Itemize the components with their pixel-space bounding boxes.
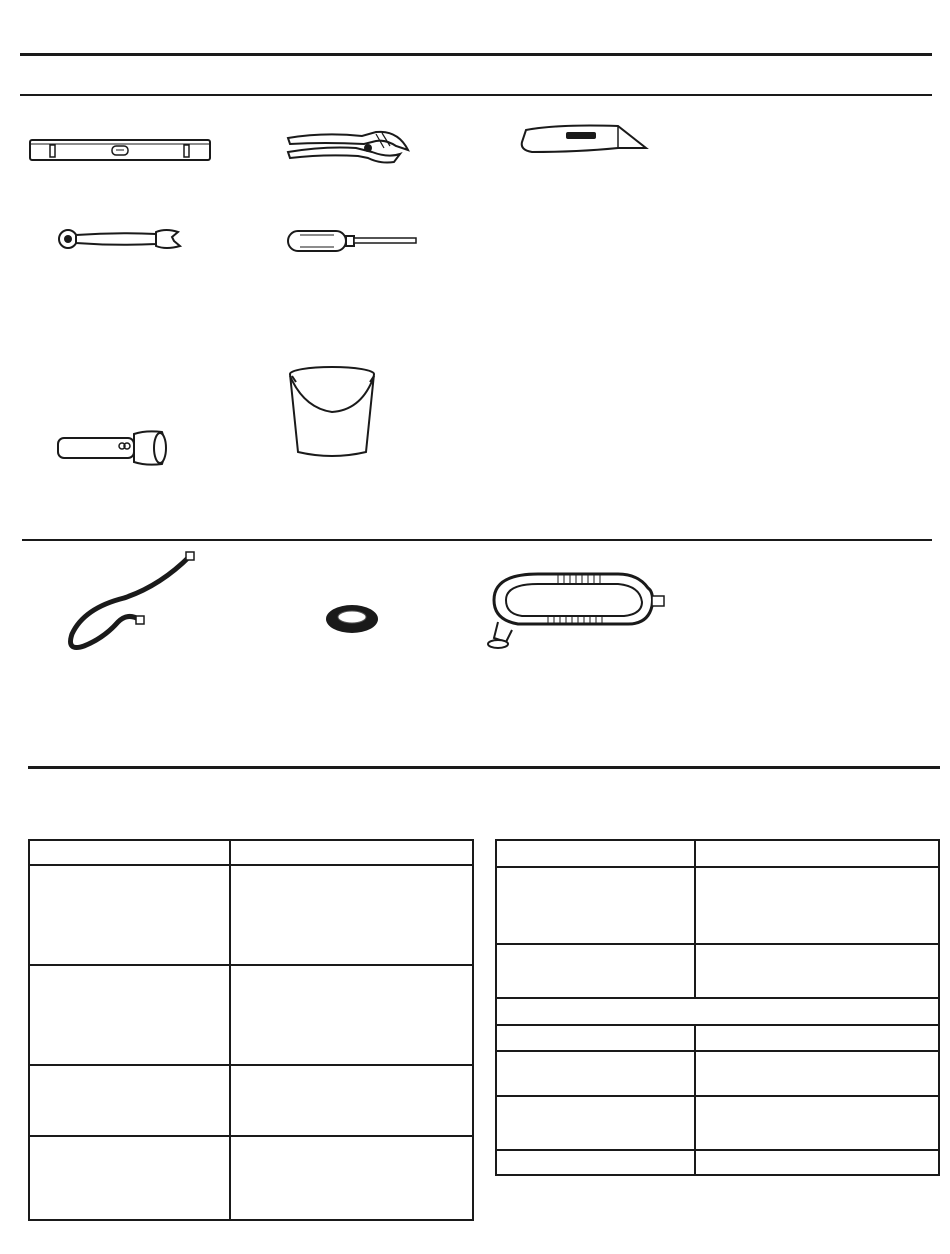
table-row [30, 866, 472, 966]
table-cell [30, 966, 231, 1064]
table-row [497, 868, 938, 945]
utility-knife-icon [518, 122, 652, 156]
table-header-cell [30, 841, 231, 864]
bucket-icon [284, 362, 384, 462]
table-cell [231, 1066, 472, 1135]
table-cell [231, 866, 472, 964]
table-cell [231, 966, 472, 1064]
table-header-cell [231, 841, 472, 864]
table-row [497, 1052, 938, 1097]
table-span-cell [497, 999, 938, 1024]
rubber-washer-icon [324, 602, 380, 636]
table-cell [30, 1137, 231, 1219]
table-row [30, 841, 472, 866]
table-header-cell [696, 841, 938, 866]
table-cell [696, 945, 938, 997]
table-cell [497, 868, 696, 943]
parts-section-rule [22, 539, 932, 541]
table-cell [696, 1151, 938, 1174]
wrench-icon [56, 226, 184, 252]
table-header-cell [696, 1026, 938, 1050]
table-cell [30, 866, 231, 964]
table-cell [497, 1151, 696, 1174]
table-row [497, 1026, 938, 1052]
table-cell [497, 945, 696, 997]
table-row [497, 945, 938, 999]
table-row [30, 966, 472, 1066]
screwdriver-icon [286, 228, 420, 254]
table-cell [497, 1052, 696, 1095]
table-cell [696, 1052, 938, 1095]
table-cell [231, 1137, 472, 1219]
requirements-section-rule [28, 766, 940, 769]
table-row [30, 1137, 472, 1219]
table-row [497, 999, 938, 1026]
flashlight-icon [56, 428, 170, 468]
pliers-icon [284, 128, 412, 164]
drain-hose-icon [488, 560, 670, 656]
top-rule [20, 53, 932, 56]
table-row [497, 841, 938, 868]
left-requirements-table [28, 839, 474, 1221]
table-header-cell [497, 841, 696, 866]
right-requirements-table [495, 839, 940, 1176]
table-cell [696, 868, 938, 943]
table-row [497, 1097, 938, 1151]
table-cell [497, 1097, 696, 1149]
water-supply-hose-icon [64, 550, 196, 654]
table-cell [696, 1097, 938, 1149]
tools-header-rule [20, 94, 932, 96]
table-row [497, 1151, 938, 1174]
level-icon [28, 136, 214, 166]
table-header-cell [497, 1026, 696, 1050]
table-cell [30, 1066, 231, 1135]
table-row [30, 1066, 472, 1137]
